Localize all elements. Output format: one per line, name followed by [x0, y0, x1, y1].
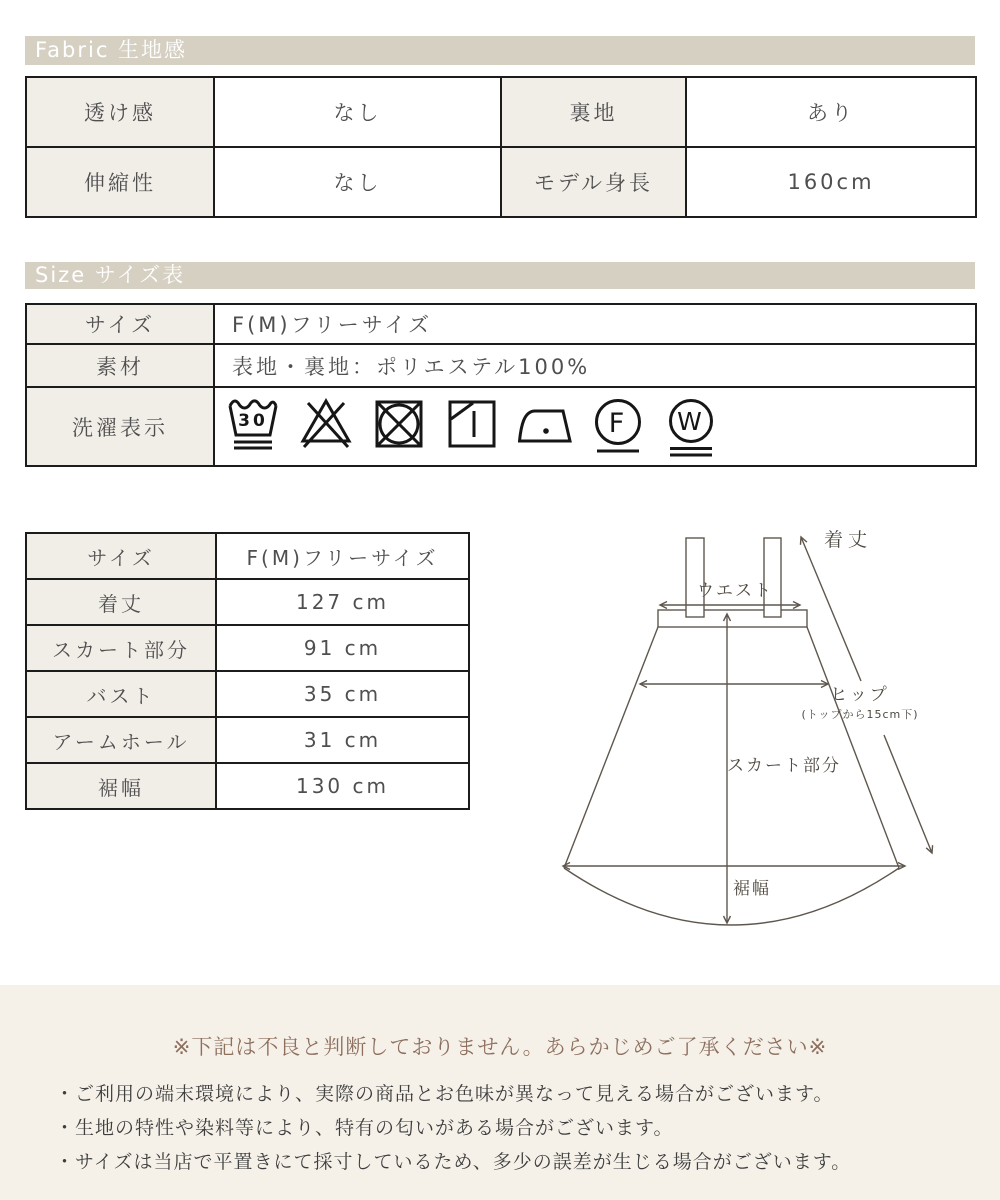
table-row: [26, 77, 976, 147]
measure-value-armhole: 31 cm: [216, 717, 469, 763]
disclaimer-section: [0, 985, 1000, 1200]
hem-width-label: 裾幅: [733, 879, 771, 899]
fabric-label-lining: 裏地: [501, 77, 686, 147]
table-row: [26, 387, 976, 466]
info-value-size: F(M)フリーサイズ: [214, 304, 976, 344]
table-row: [26, 344, 976, 387]
fabric-label-model-height: モデル身長: [501, 147, 686, 217]
fabric-value-lining: あり: [686, 77, 976, 147]
length-label: 着丈: [823, 529, 873, 551]
table-row: [26, 579, 469, 625]
skirt-part-label: スカート部分: [727, 756, 841, 776]
table-row: [26, 147, 976, 217]
care-icon-shade-line-dry-icon: [445, 395, 499, 459]
skirt-measurement-diagram: [530, 515, 990, 965]
svg-text:30: 30: [238, 410, 268, 431]
care-symbols-row: [215, 395, 975, 459]
measure-label-hem: 裾幅: [26, 763, 216, 809]
table-row: [26, 304, 976, 344]
table-row: [26, 717, 469, 763]
fabric-section-header: Fabric 生地感: [25, 36, 975, 65]
total-length-arrow-lower: [884, 735, 932, 853]
info-value-material: 表地・裏地：ポリエステル100%: [214, 344, 976, 387]
svg-text:F: F: [608, 407, 628, 439]
waist-label: ウエスト: [697, 581, 773, 601]
disclaimer-item-odor: ・生地の特性や染料等により、特有の匂いがある場合がございます。: [55, 1117, 674, 1139]
hem-curve: [564, 868, 899, 925]
fabric-table: [25, 76, 977, 218]
measure-value-length: 127 cm: [216, 579, 469, 625]
fabric-value-sheerness: なし: [214, 77, 501, 147]
fabric-label-sheerness: 透け感: [26, 77, 214, 147]
care-icon-no-bleach-icon: [299, 395, 353, 459]
info-label-size: サイズ: [26, 304, 214, 344]
care-icon-wash-30-icon: [226, 395, 280, 459]
size-section-header: Size サイズ表: [25, 262, 975, 289]
hip-note: (トップから15cm下): [801, 708, 919, 721]
care-icon-iron-low-icon: [518, 395, 572, 459]
measure-value-size: F(M)フリーサイズ: [216, 533, 469, 579]
size-info-table: [25, 303, 977, 467]
care-icon-dry-clean-f-icon: [591, 395, 645, 459]
measure-label-bust: バスト: [26, 671, 216, 717]
svg-text:W: W: [677, 406, 705, 436]
fabric-value-model-height: 160cm: [686, 147, 976, 217]
total-length-arrow-upper: [801, 537, 861, 681]
table-row: [26, 763, 469, 809]
disclaimer-list: [0, 1077, 1000, 1179]
disclaimer-item-sizing: ・サイズは当店で平置きにて採寸しているため、多少の誤差が生じる場合がございます。: [55, 1151, 852, 1173]
fabric-label-stretch: 伸縮性: [26, 147, 214, 217]
measure-label-armhole: アームホール: [26, 717, 216, 763]
care-icon-no-tumble-dry-icon: [372, 395, 426, 459]
measure-label-size: サイズ: [26, 533, 216, 579]
info-label-care: 洗濯表示: [26, 387, 214, 466]
table-row: [26, 625, 469, 671]
waistband: [658, 610, 807, 627]
hip-label: ヒップ: [830, 685, 890, 705]
care-icon-wet-clean-w-icon: [664, 395, 718, 459]
measure-value-skirt: 91 cm: [216, 625, 469, 671]
disclaimer-heading: ※下記は不良と判断しておりません。あらかじめご了承ください※: [172, 1035, 828, 1059]
measure-label-length: 着丈: [26, 579, 216, 625]
measure-label-skirt: スカート部分: [26, 625, 216, 671]
measurements-table: [25, 532, 470, 810]
measure-value-hem: 130 cm: [216, 763, 469, 809]
disclaimer-item-color: ・ご利用の端末環境により、実際の商品とお色味が異なって見える場合がございます。: [55, 1083, 834, 1105]
table-row: [26, 533, 469, 579]
info-label-material: 素材: [26, 344, 214, 387]
table-row: [26, 671, 469, 717]
measure-value-bust: 35 cm: [216, 671, 469, 717]
fabric-value-stretch: なし: [214, 147, 501, 217]
